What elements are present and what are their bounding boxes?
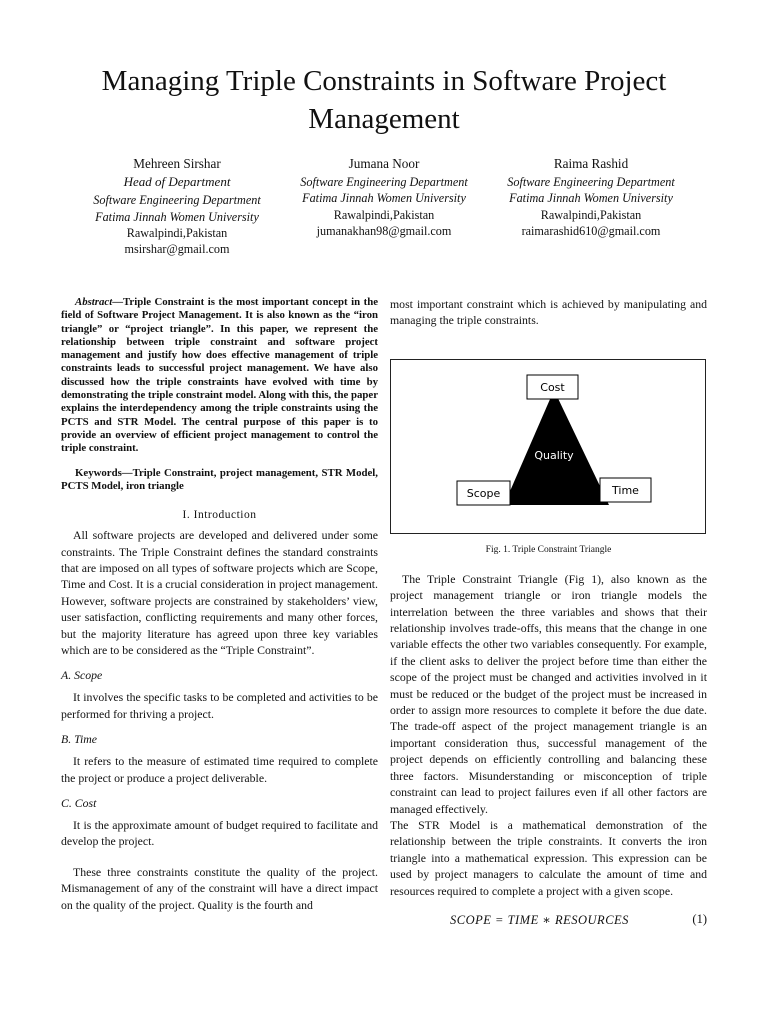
- quality-paragraph: These three constraints constitute the quality of the project. Mismanagement of any of the constraint will have a direct impact on the quality of the project. Quality is the fourth and: [61, 864, 378, 912]
- author-name: Jumana Noor: [348, 156, 420, 171]
- cost-paragraph: It is the approximate amount of budget required to facilitate and develop the project.: [61, 818, 378, 849]
- author-city: Rawalpindi,Pakistan: [126, 225, 228, 240]
- abstract-text: —Triple Constraint is the most important concept in the field of Software Project Management. It is also known as the “iron triangle” or “project triangle”. In this paper, we represent the relationship between triple constraint and software project management and justify how does effective management of triple constraints leads to successful project management. We have also discussed how the triple constraints have evolved with time by demonstrating the triple constraint model. Along with this, the paper explains the interdependency among the triple constraints using the PCTS and STR Model. The central purpose of this paper is to provide an overview of efficient project management to control the triple constraint.: [61, 296, 379, 455]
- cost-label: Cost: [540, 380, 565, 394]
- subsection-heading-cost: C. Cost: [61, 796, 97, 811]
- time-paragraph: It refers to the measure of estimated time required to complete the project or produce a project deliverable.: [61, 754, 378, 785]
- subsection-heading-scope: A. Scope: [61, 668, 103, 683]
- equation-text: SCOPE = TIME ∗ RESOURCES: [450, 913, 629, 927]
- author-email: jumanakhan98@gmail.com: [316, 223, 452, 238]
- author-role: Head of Department: [123, 174, 231, 190]
- author-dept: Software Engineering Department: [300, 175, 468, 190]
- keywords: Keywords—Triple Constraint, project management, STR Model, PCTS Model, iron triangle: [61, 466, 378, 492]
- time-label: Time: [612, 483, 639, 497]
- triple-constraint-figure: [390, 359, 706, 534]
- right-column: [390, 296, 707, 899]
- section-heading-introduction: I. Introduction: [182, 509, 257, 522]
- author-city: Rawalpindi,Pakistan: [333, 207, 435, 222]
- author-dept: Software Engineering Department: [93, 193, 261, 208]
- author-univ: Fatima Jinnah Women University: [509, 191, 673, 206]
- abstract: [61, 296, 378, 456]
- quality-label: Quality: [534, 448, 574, 462]
- triangle-shape: [504, 390, 609, 505]
- intro-paragraph: All software projects are developed and delivered under some constraints. The Triple Constraint defines the standard constraints that are imposed on all types of software projects which are Scope, Time and Cost. It is a crucial consideration in project management. However, software projects are constrained by stakeholders’ view, user satisfaction, conflicting requirements and many other forces, but the majority literature has agreed upon three key variables which are to be considered as the “Triple Constraint”.: [61, 528, 378, 657]
- subsection-heading-time: B. Time: [61, 732, 98, 747]
- author-email: raimarashid610@gmail.com: [521, 223, 661, 238]
- author-email: msirshar@gmail.com: [124, 242, 230, 257]
- author-city: Rawalpindi,Pakistan: [540, 207, 642, 222]
- scope-label: Scope: [466, 486, 501, 500]
- author-block-1: [62, 156, 292, 257]
- author-block-3: [476, 156, 706, 239]
- paper-title: Managing Triple Constraints in Software Project Management: [101, 65, 667, 135]
- abstract-lead: Abstract: [75, 296, 113, 308]
- author-univ: Fatima Jinnah Women University: [95, 209, 259, 224]
- author-dept: Software Engineering Department: [507, 175, 675, 190]
- str-paragraph: The STR Model is a mathematical demonstration of the relationship between the triple constraints. It converts the iron triangle into a mathematical expression. This expression can be used by project managers to calculate the amount of time and resources required to complete a project with a given scope.: [390, 817, 707, 898]
- equation-number: (1): [692, 912, 707, 926]
- continued-paragraph: most important constraint which is achieved by manipulating and managing the triple constraints.: [390, 297, 707, 328]
- author-univ: Fatima Jinnah Women University: [302, 191, 466, 206]
- figure-caption: Fig. 1. Triple Constraint Triangle: [485, 544, 612, 555]
- scope-paragraph: It involves the specific tasks to be completed and activities to be performed for thriving a project.: [61, 690, 378, 721]
- triangle-diagram: [391, 360, 705, 533]
- author-name: Raima Rashid: [553, 156, 629, 171]
- triangle-paragraph: The Triple Constraint Triangle (Fig 1), also known as the project management triangle or iron triangle models the interrelation between the three variables and shows that their relationship involves trade-offs, this means that the change in one variable effects the other two variables consequently. For example, if the client asks to deliver the project before time than either the scope of the project must be changed and activities involved in it must be reduced or the budget of the project must be increased in order to assign more resources to complete it before the due date. The trade-off aspect of the project management triangle is an important consideration thus, successful management of the project depends on efficiently controlling and balancing these three factors. Misunderstanding or misconception of triple constraint can lead to project failures even if all other factors are managed effectively.: [390, 571, 707, 816]
- left-column: [61, 296, 378, 913]
- author-block-2: [269, 156, 499, 239]
- author-name: Mehreen Sirshar: [133, 156, 221, 171]
